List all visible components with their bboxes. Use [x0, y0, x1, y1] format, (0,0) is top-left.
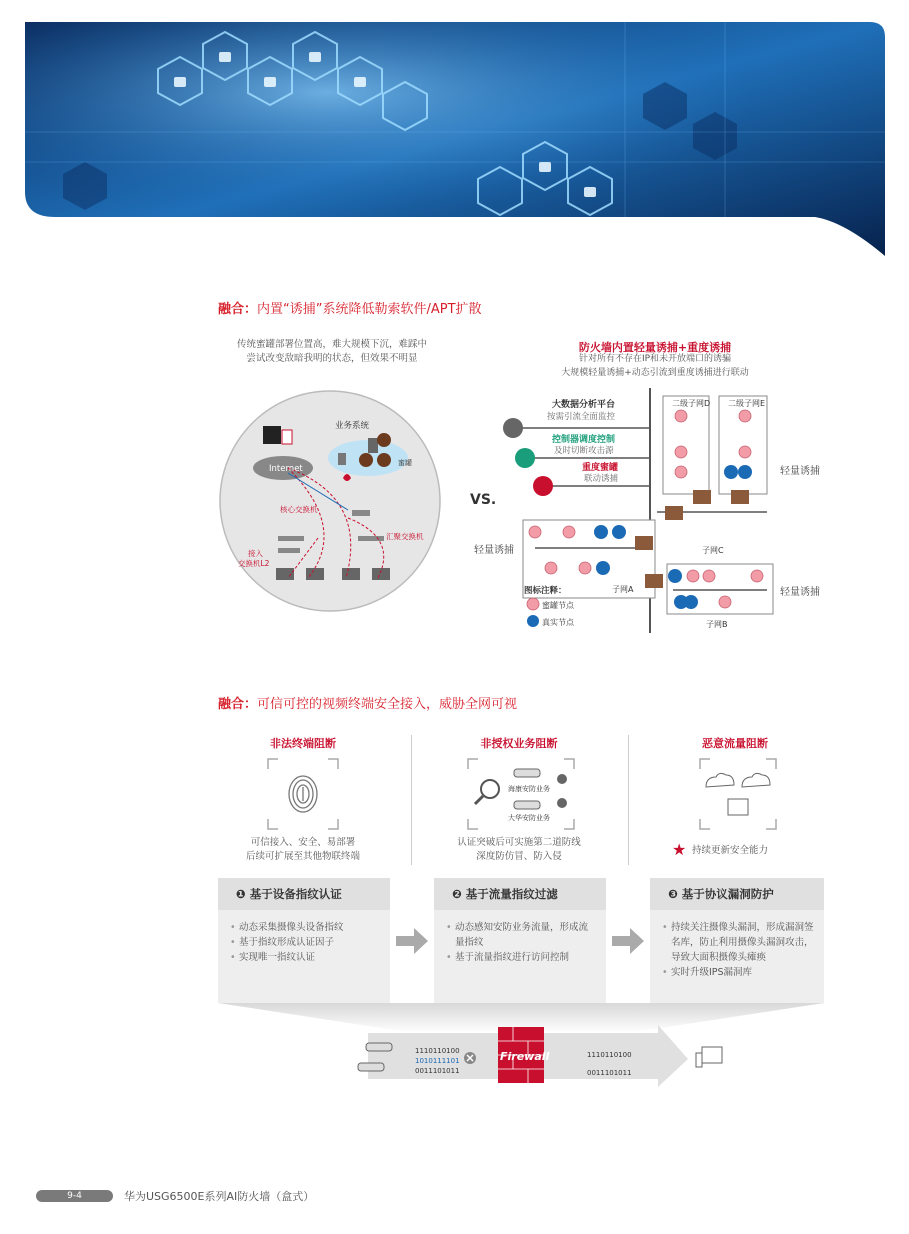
label-access-1: 接入: [248, 549, 263, 558]
divider: [628, 735, 629, 865]
firewall-trap-diagram: [495, 388, 785, 633]
arrow-right-icon: [612, 928, 644, 954]
page-number: 9-4: [36, 1190, 113, 1202]
divider: [411, 735, 412, 865]
label-access-2: 交换机L2: [238, 559, 270, 568]
star-icon: ★: [672, 840, 687, 859]
legend-real: 真实节点: [542, 618, 574, 627]
col3-desc: 持续更新安全能力: [692, 845, 769, 856]
col1-desc: 可信接入、安全、易部署 后续可扩展至其他物联终端: [245, 837, 360, 862]
legend-honeypot: 蜜罐节点: [542, 601, 574, 610]
heavy-sub: 联动诱捕: [584, 474, 619, 484]
bits-left: 1110110100 1010111101 0011101011: [415, 1047, 460, 1075]
col3-heading: 恶意流量阻断: [702, 737, 768, 750]
label-agg-switch: 汇聚交换机: [386, 532, 424, 541]
section2-title: 融合：可信可控的视频终端安全接入，威胁全网可视: [218, 697, 518, 712]
footer-title: 华为USG6500E系列AI防火墙（盒式）: [124, 1190, 315, 1203]
hero-banner-image: [25, 22, 885, 256]
label-internet: Internet: [269, 464, 303, 474]
section1-title: 融合：内置“诱捕”系统降低勒索软件/APT扩散: [218, 302, 482, 317]
heavy-title: 重度蜜罐: [582, 463, 619, 473]
subnet-e-label: 二级子网E: [728, 399, 766, 408]
subnet-d-label: 二级子网D: [672, 399, 711, 408]
step1-body: • 动态采集摄像头设备指纹 • 基于指纹形成认证因子 • 实现唯一指纹认证: [218, 910, 390, 1003]
controller-title: 控制器调度控制: [552, 435, 616, 445]
step2-body: • 动态感知安防业务流量，形成流量指纹 • 基于流量指纹进行访问控制: [434, 910, 606, 1003]
subnet-c-label: 子网C: [702, 546, 724, 555]
fingerprint-icon: [266, 757, 340, 831]
light-trap-label-2: 轻量诱捕: [474, 545, 514, 556]
platform-title: 大数据分析平台: [552, 400, 616, 410]
right-desc: 针对所有不存在IP和未开放端口的诱骗 大规模轻量诱捕+动态引流到重度诱捕进行联动: [561, 354, 749, 378]
label-core-switch: 核心交换机: [280, 505, 318, 514]
light-trap-label-3: 轻量诱捕: [780, 587, 820, 598]
col2-heading: 非授权业务阻断: [480, 737, 558, 750]
traditional-desc: 传统蜜罐部署位置高，难大规模下沉，难踩中 尝试改变敌暗我明的状态，但效果不明显: [236, 339, 427, 364]
legend-title: 图标注释：: [524, 586, 567, 596]
arrow-right-icon: [396, 928, 428, 954]
subnet-b-label: 子网B: [706, 620, 728, 629]
step3-body: • 持续关注摄像头漏洞，形成漏洞签名库，防止利用摄像头漏洞攻击，导致大面积摄像头瘫痪 • 实时升级IPS漏洞库: [650, 910, 824, 1003]
step1-header: ❶ 基于设备指纹认证: [218, 878, 390, 910]
vs-label: VS.: [470, 492, 497, 508]
step2-header: ❷ 基于流量指纹过滤: [434, 878, 606, 910]
col1-heading: 非法终端阻断: [270, 737, 336, 750]
col2-desc: 认证突破后可实施第二道防线 深度防仿冒、防入侵: [457, 837, 581, 862]
firewall-flow-diagram: [218, 1003, 824, 1093]
firewall-label: Firewall: [500, 1050, 550, 1063]
controller-sub: 及时切断攻击源: [554, 446, 614, 456]
label-honeypot: 蜜罐: [398, 459, 412, 467]
cam1-label: 海康安防业务: [508, 785, 550, 793]
cloud-traffic-icon: [698, 757, 778, 831]
cam2-label: 大华安防业务: [508, 814, 550, 822]
subnet-a-label: 子网A: [612, 585, 634, 594]
traditional-network-diagram: [218, 388, 442, 614]
platform-sub: 按需引流全面监控: [547, 412, 616, 422]
light-trap-label-1: 轻量诱捕: [780, 466, 820, 477]
step3-header: ❸ 基于协议漏洞防护: [650, 878, 824, 910]
label-biz-system: 业务系统: [335, 421, 370, 431]
right-heading: 防火墙内置轻量诱捕+重度诱捕: [578, 341, 732, 354]
bits-right: 1110110100 0011101011: [587, 1051, 632, 1077]
